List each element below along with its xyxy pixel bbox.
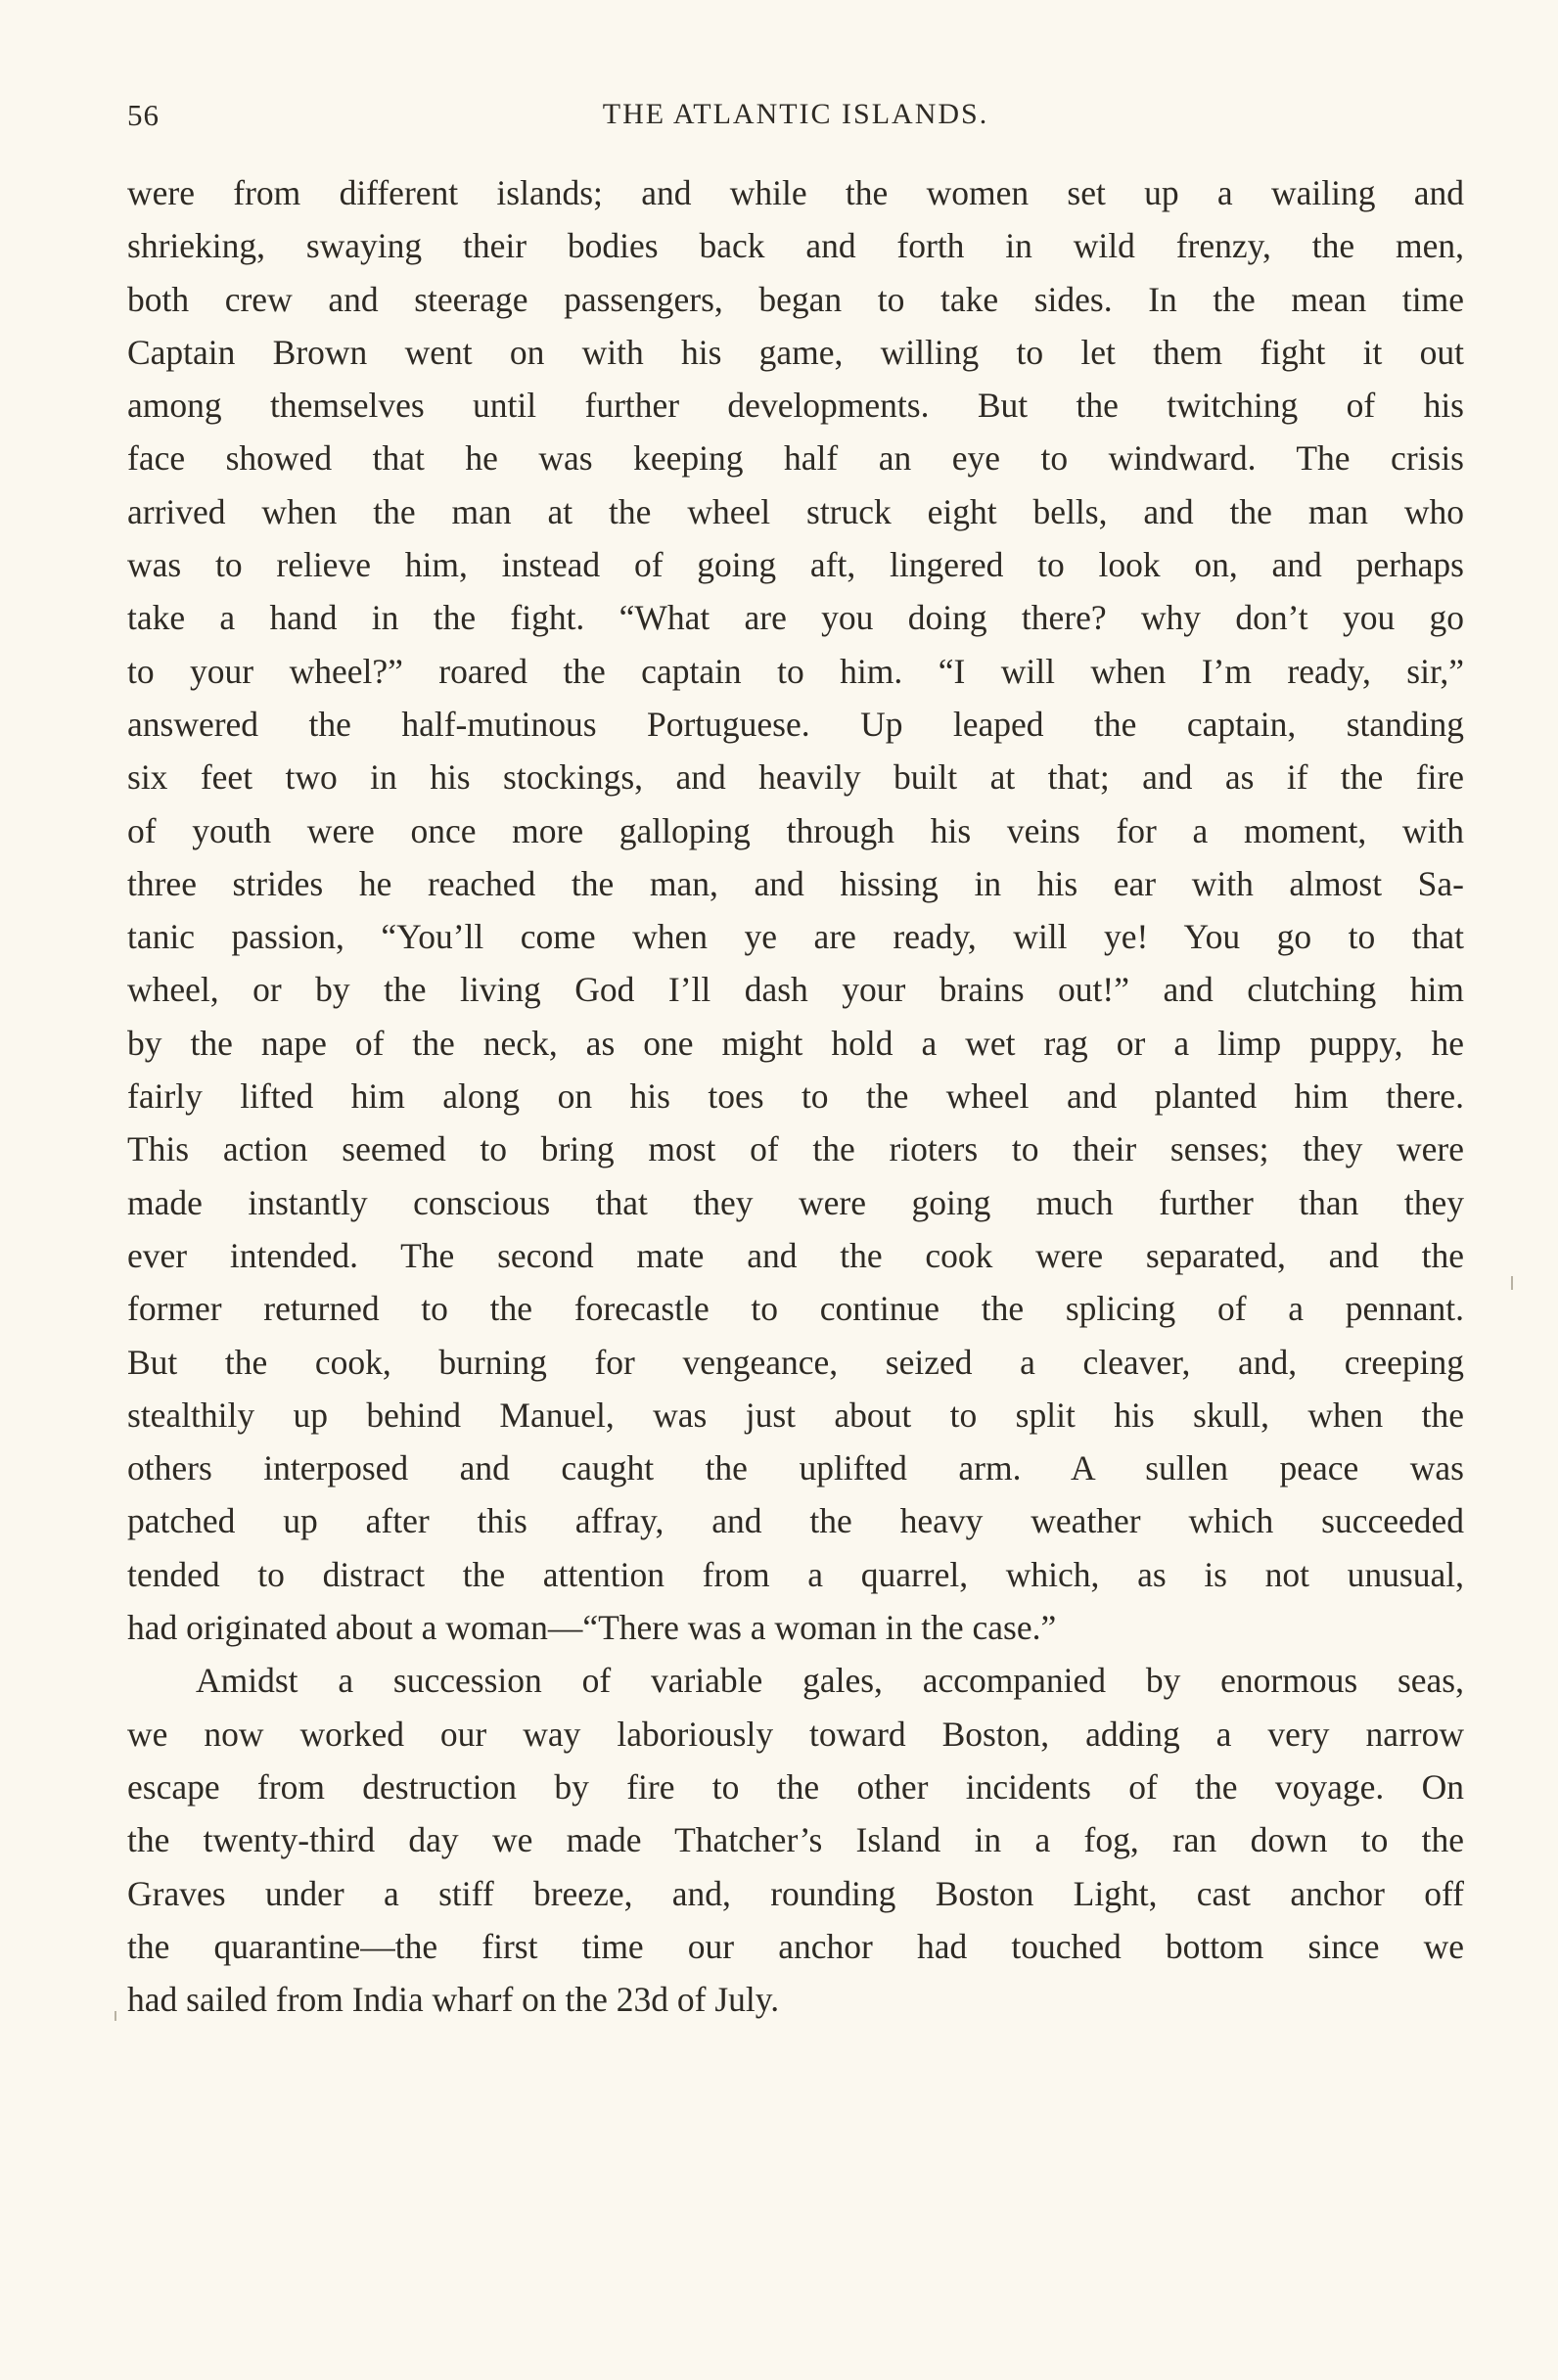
text-line: Amidst a succession of variable gales, accompanied by enormous seas,	[196, 1661, 1464, 1701]
text-line: of youth were once more galloping through his veins for a moment, with	[127, 810, 1464, 850]
text-line: ever intended. The second mate and the cook were separated, and the	[127, 1235, 1464, 1275]
text-line: patched up after this affray, and the heavy weather which succeeded	[127, 1501, 1464, 1541]
text-line: had originated about a woman—“There was a woman in the case.”	[127, 1608, 1057, 1648]
text-line: Captain Brown went on with his game, willing to let them fight it out	[127, 332, 1464, 372]
body-text	[127, 166, 1464, 2026]
text-line: had sailed from India wharf on the 23d of July.	[127, 1980, 780, 2020]
text-line: to your wheel?” roared the captain to him. “I will when I’m ready, sir,”	[127, 651, 1464, 691]
text-line: among themselves until further developments. But the twitching of his	[127, 386, 1464, 426]
text-line: six feet two in his stockings, and heavily built at that; and as if the fire	[127, 757, 1464, 798]
text-line: by the nape of the neck, as one might hold a wet rag or a limp puppy, he	[127, 1023, 1464, 1063]
text-line: This action seemed to bring most of the rioters to their senses; they were	[127, 1129, 1464, 1169]
text-line: Graves under a stiff breeze, and, rounding Boston Light, cast anchor off	[127, 1873, 1464, 1913]
text-line: answered the half-mutinous Portuguese. Up leaped the captain, standing	[127, 704, 1464, 744]
text-line: arrived when the man at the wheel struck eight bells, and the man who	[127, 491, 1464, 531]
text-line: the quarantine—the first time our anchor had touched bottom since we	[127, 1926, 1464, 1966]
text-line: escape from destruction by fire to the other incidents of the voyage. On	[127, 1766, 1464, 1807]
text-line: tanic passion, “You’ll come when ye are ready, will ye! You go to that	[127, 917, 1464, 957]
text-line: former returned to the forecastle to continue the splicing of a pennant.	[127, 1289, 1464, 1329]
page-header	[127, 98, 1464, 137]
text-line: wheel, or by the living God I’ll dash your brains out!” and clutching him	[127, 970, 1464, 1010]
page-number: 56	[127, 98, 160, 132]
text-line: others interposed and caught the uplifted arm. A sullen peace was	[127, 1448, 1464, 1488]
paper-speck	[115, 2011, 116, 2021]
text-line: fairly lifted him along on his toes to the wheel and planted him there.	[127, 1076, 1464, 1117]
text-line: tended to distract the attention from a quarrel, which, as is not unusual,	[127, 1554, 1464, 1594]
text-line: the twenty-third day we made Thatcher’s Island in a fog, ran down to the	[127, 1820, 1464, 1860]
text-line: stealthily up behind Manuel, was just about to split his skull, when the	[127, 1395, 1464, 1435]
text-line: both crew and steerage passengers, began to take sides. In the mean time	[127, 279, 1464, 319]
text-line: were from different islands; and while the women set up a wailing and	[127, 173, 1464, 212]
text-line: was to relieve him, instead of going aft, lingered to look on, and perhaps	[127, 545, 1464, 585]
text-line: shrieking, swaying their bodies back and forth in wild frenzy, the men,	[127, 226, 1464, 266]
text-line: But the cook, burning for vengeance, seized a cleaver, and, creeping	[127, 1342, 1464, 1382]
running-head: THE ATLANTIC ISLANDS.	[602, 98, 989, 130]
text-line: we now worked our way laboriously toward Boston, adding a very narrow	[127, 1714, 1464, 1754]
paper-speck	[1511, 1276, 1513, 1290]
text-line: three strides he reached the man, and hissing in his ear with almost Sa-	[127, 863, 1464, 903]
text-line: made instantly conscious that they were going much further than they	[127, 1182, 1464, 1222]
text-line: face showed that he was keeping half an eye to windward. The crisis	[127, 438, 1464, 479]
text-line: take a hand in the fight. “What are you doing there? why don’t you go	[127, 598, 1464, 638]
